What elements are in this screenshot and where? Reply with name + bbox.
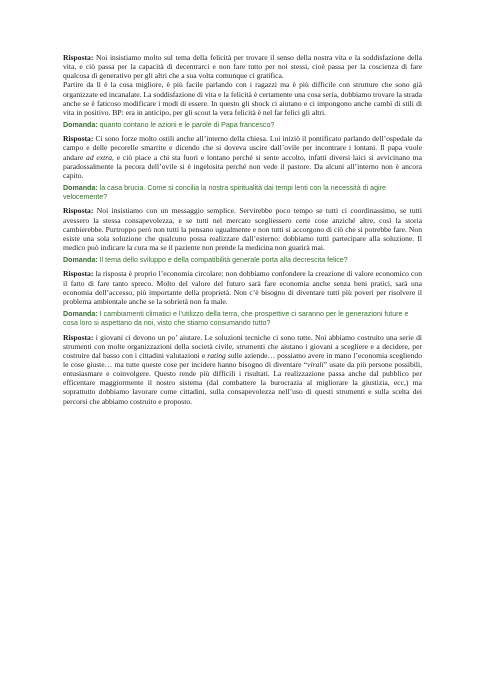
answer-label: Risposta: [63,134,94,144]
question-text: la casa brucia. Come si concilia la nostra spiritualità dai tempi lenti con la necessità di agire velocemente? [63,184,386,202]
answer-block-5 [63,333,422,406]
answer-paragraph [63,269,422,306]
answer-label: Risposta: [63,53,94,62]
question-label: Domanda: [63,310,98,319]
question-paragraph [63,256,422,265]
answer-block-3 [63,206,422,252]
question-block-1 [63,121,422,130]
answer-paragraph [63,333,422,406]
answer-text: Noi insistiamo molto sul tema della felicità per trovare il senso della nostra vita e la soddisfazione della vita, e ciò passa per la capacità di decentrarci e non fare tutto per noi stessi, cioè passa per la coscienza di fare qualcosa di generativo per gli altri che a sua volta comunque ci gratifica. [63,53,422,81]
question-label: Domanda: [63,184,98,193]
answer-text: sulle aziende… possiamo avere in mano l’economia scegliendo le cose giuste… ma tutte queste cose per incidere hanno bisogno di diventare “ [63,350,422,369]
answer-label: Risposta: [63,206,94,216]
answer-text: Ci sono forze molto ostili anche all’interno della chiesa. Lui iniziò il pontificato parlando dell’ospedale da campo e delle pecorelle smarrite e dicendo che si doveva uscire dall’ovile per incontrare i lontani. Il papa vuole andare [63,134,422,162]
answer-paragraph [63,134,422,180]
question-block-3 [63,256,422,265]
answer-italic-term: ad extra [86,152,113,162]
answer-paragraph [63,53,422,80]
answer-italic-term: virali [307,359,324,369]
answer-text: i giovani ci devono un po’ aiutare. Le soluzioni tecniche ci sono tutte. Noi abbiamo costruito una serie di strumenti con molte organizzazioni della società civile, strumenti che aiutano i giovani a scegliere e a decidere, per costruire dal basso con i cittadini valutazioni e [63,332,422,360]
answer-block-4 [63,269,422,306]
answer-paragraph [63,206,422,252]
answer-block-1 [63,53,422,117]
answer-text: , e ciò piace a chi sta fuori e lontano perché si sente accolto, infatti diversi laici si avvicinano ma paradossalmente la pecora dell’ovile si è ingelosita perché non vede il pastore. Da alcuni all’interno non è ancora capito. [63,152,422,180]
answer-text: Noi insistiamo con un messaggio semplice. Servirebbe poco tempo se tutti ci coordinassimo, se tutti avessero la stessa consapevolezza, e se tutti nel mercato scegliessero certe cose anziché altre, così la storia cambierebbe. Purtroppo però non tutti la pensano ugualmente e non tutti si accorgono di ciò che si potrebbe fare. Non esiste una sola soluzione che qualcuno possa realizzare dall’esterno: dobbiamo tutti partecipare alla soluzione. Il medico può indicare la cura ma se il paziente non prende la medicina non guarirà mai. [63,206,422,253]
question-block-2 [63,184,422,202]
question-label: Domanda: [63,256,98,265]
answer-paragraph-continued: Partire da lì è la cosa migliore, è più facile parlando con i ragazzi ma è più difficile con strutture che sono già organizzate ed incanalate. La soddisfazione di vita e la felicità è certamente una cosa seria, dobbiamo trovare la strada anche se è faticoso modificare i modi di essere. In questo gli shock ci aiutano e ci impongono anche cambi di stili di vita in positivo. BP: era in anticipo, per gli scout la vera felicità è nel far felici gli altri. [63,80,422,117]
answer-block-2 [63,134,422,180]
question-text: Il tema dello sviluppo e della compatibilità generale porta alla decrescita felice? [97,256,348,265]
question-paragraph [63,310,422,328]
answer-text: la risposta è proprio l’economia circolare: non dobbiamo confondere la creazione di valore economico con il fatto di fare tanto spreco. Molto del valore del futuro sarà fare economia anche senza beni pratici, sarà una economia dell’accesso, più importante della proprietà. Non c’è bisogno di diventare tutti più poveri per risolvere il problema ambientale anche se la sobrietà non fa male. [63,269,422,306]
question-block-4 [63,310,422,328]
question-text: I cambiamenti climatici e l’utilizzo della terra, che prospettive ci saranno per le generazioni future e cosa loro si aspettano da noi, visto che stiamo consumando tutto? [63,310,409,328]
answer-italic-term: rating [207,350,226,360]
question-text: quanto contano le azioni e le parole di Papa francesco? [97,121,275,130]
answer-label: Risposta: [63,269,94,279]
answer-label: Risposta: [63,332,94,342]
answer-text: ” usate da più persone possibili, entusiasmare e coinvolgere. Questo rende più difficili i risultati. La realizzazione passa anche dal pubblico per efficentare maggiormente il nostro sistema (dal combattere la burocrazia al migliorare la giustizia, ecc,) ma soprattutto dobbiamo lavorare come cittadini, sulla consapevolezza nell’uso di questi strumenti e sulla scelta dei percorsi che abbiamo costruito e proposto. [63,359,423,406]
question-paragraph [63,121,422,130]
question-label: Domanda: [63,121,98,130]
question-paragraph [63,184,422,202]
